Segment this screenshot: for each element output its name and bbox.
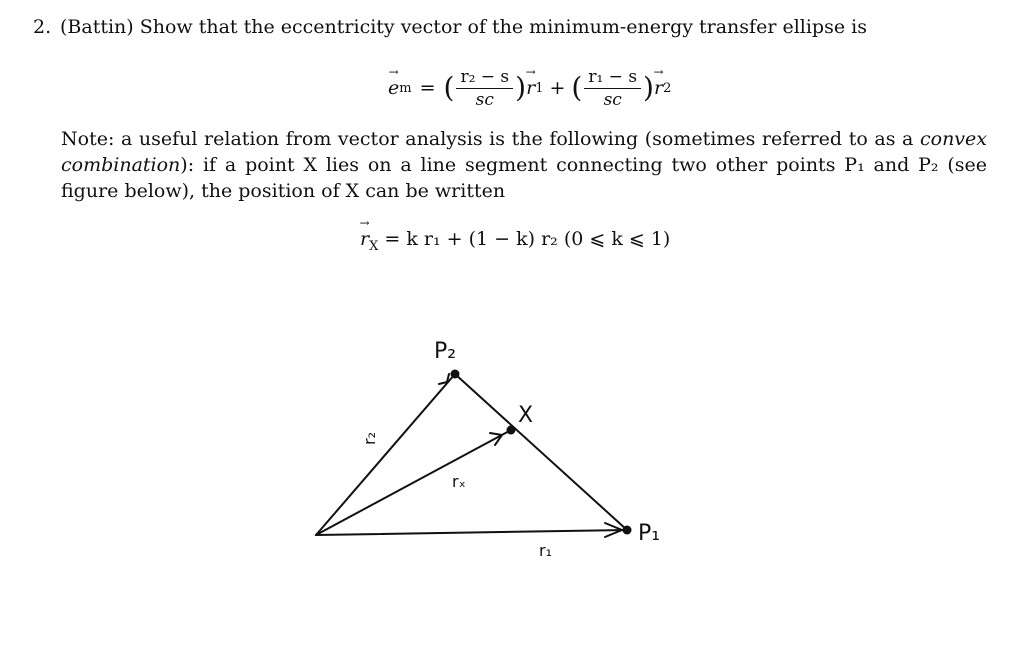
eq1-frac2-den: sc (603, 89, 622, 110)
vector-r2-line (316, 374, 455, 535)
eq1-lhs-sub: m (399, 80, 412, 96)
label-p1: P₁ (638, 521, 661, 546)
vector-rx-line (316, 430, 511, 535)
note-italic: convex combination (61, 128, 987, 176)
vector-r2-arrowhead (439, 374, 449, 384)
vector-r1-line (316, 530, 627, 535)
eq1-equals: = (419, 77, 436, 99)
problem-number: 2. (33, 16, 52, 38)
problem-prefix: (Battin) Show that the eccentricity vector of the minimum-energy transfer ellipse is (60, 16, 867, 38)
label-r1: r₁ (539, 541, 552, 560)
eq1-close-paren-1: ) (515, 71, 527, 104)
eq1-r1-sub: 1 (535, 80, 544, 96)
note-rest: ): if a point X lies on a line segment connecting two other points P₁ and P₂ (see figure below), the position of X can be written (61, 154, 987, 202)
point-x (507, 426, 516, 435)
eq1-open-paren-2: ( (571, 71, 583, 104)
eq1-r1: → r (526, 77, 535, 99)
eq1-r2-sub: 2 (663, 80, 672, 96)
label-x: X (518, 403, 534, 428)
eq1-plus: + (549, 77, 566, 99)
point-p1 (623, 526, 632, 535)
eq1-frac1-den: sc (475, 89, 494, 110)
label-r2: r₂ (360, 432, 379, 445)
eq2-rhs: = k r₁ + (1 − k) r₂ (0 ⩽ k ⩽ 1) (384, 228, 671, 250)
eq1-open-paren-1: ( (443, 71, 455, 104)
eq1-lhs: → e (388, 77, 399, 99)
eq2-rx-sub: X (369, 238, 379, 254)
eq2-rx: → r (360, 228, 369, 250)
eq1-close-paren-2: ) (643, 71, 654, 104)
eq1-r2: → r (654, 77, 663, 99)
label-p2: P₂ (434, 339, 457, 364)
point-p2 (451, 370, 460, 379)
eq1-frac1-num: r₂ − s (456, 66, 513, 89)
label-rx: rₓ (452, 472, 466, 491)
segment-p2-p1 (455, 374, 627, 530)
eq1-frac2-num: r₁ − s (584, 66, 641, 89)
note-lead: Note: a useful relation from vector analysis is the following (sometimes referred to as a (61, 128, 914, 150)
